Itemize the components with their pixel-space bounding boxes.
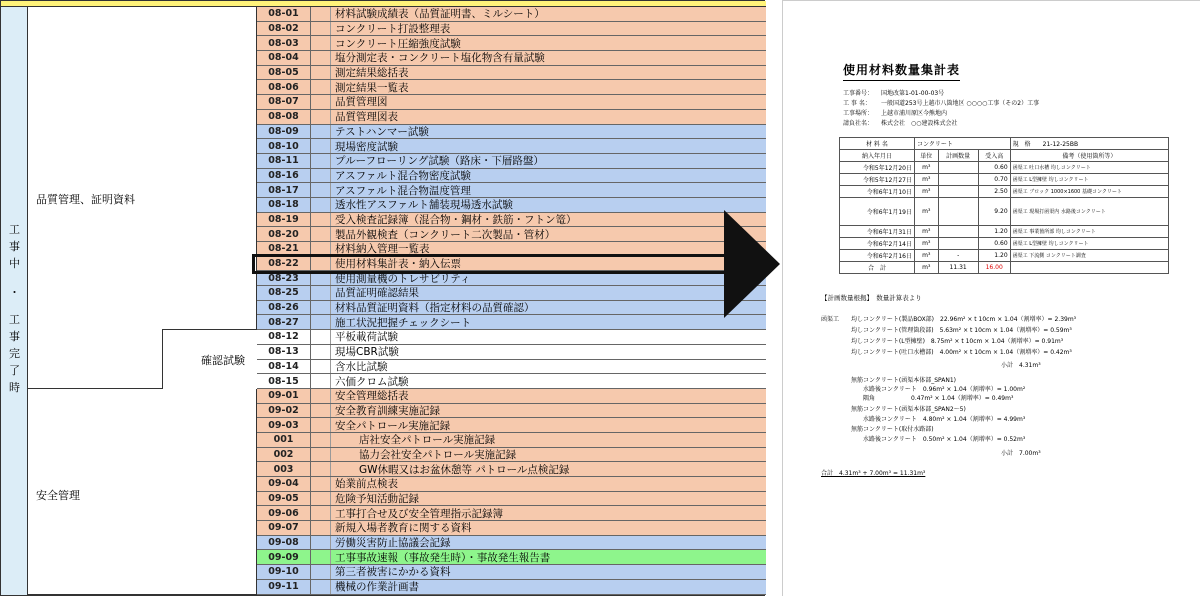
row-code: 08-12 bbox=[257, 330, 311, 344]
meta-value: 国地改第1-01-00-03号 bbox=[881, 90, 945, 97]
calc-line: 均しコンクリート(管理箇段部) 5.63m² × t 10cm × 1.04（割増率）= 0.59m³ bbox=[821, 327, 1072, 334]
entry-plan: - bbox=[938, 250, 978, 262]
row-spacer bbox=[311, 183, 331, 197]
row-spacer bbox=[311, 345, 331, 359]
entry-qty: 0.70 bbox=[978, 174, 1010, 186]
table-row[interactable] bbox=[257, 301, 766, 316]
material-value: コンクリート bbox=[914, 138, 1010, 150]
entry-note: 函渠工 現場打函渠内 水路後コンクリート bbox=[1010, 198, 1168, 226]
table-row[interactable] bbox=[257, 360, 766, 375]
column-header: 納入年月日 bbox=[840, 150, 915, 162]
meta-key: 工事番号： bbox=[843, 90, 874, 97]
row-spacer bbox=[311, 213, 331, 227]
arrow-right-icon bbox=[724, 210, 780, 318]
table-row[interactable] bbox=[257, 550, 766, 565]
row-spacer bbox=[311, 492, 331, 506]
calc-line: 小計 7.00m³ bbox=[821, 450, 1041, 457]
row-code: 08-08 bbox=[257, 110, 311, 124]
category-safety-label: 安全管理 bbox=[36, 489, 80, 502]
calc-line: 無筋コンクリート(函渠本体部_SPAN1) bbox=[821, 377, 957, 384]
phase-char: ・ bbox=[9, 286, 20, 299]
row-code: 001 bbox=[257, 433, 311, 447]
row-title: 平板載荷試験 bbox=[335, 331, 398, 344]
entry-note: 函渠工 L型擁壁 均しコンクリート bbox=[1010, 174, 1168, 186]
entry-note: 函渠工 事業箇所部 均しコンクリート bbox=[1010, 226, 1168, 238]
entry-plan bbox=[938, 174, 978, 186]
row-code: 08-11 bbox=[257, 154, 311, 168]
calc-line: 均しコンクリート(吐口水槽部) 4.00m² × t 10cm × 1.04（割増率）= 0.42m³ bbox=[821, 349, 1072, 356]
row-spacer bbox=[311, 7, 331, 21]
meta-line bbox=[843, 119, 957, 128]
table-row[interactable] bbox=[257, 80, 766, 95]
row-spacer bbox=[311, 506, 331, 520]
table-row[interactable] bbox=[257, 374, 766, 389]
calc-line: 無筋コンクリート(取付水路部) bbox=[821, 426, 934, 433]
row-code: 09-08 bbox=[257, 536, 311, 550]
entry-unit: m³ bbox=[914, 238, 938, 250]
row-code: 09-09 bbox=[257, 550, 311, 564]
highlight-bar bbox=[252, 254, 730, 274]
row-spacer bbox=[311, 286, 331, 300]
doc-row bbox=[840, 238, 1169, 250]
row-code: 08-14 bbox=[257, 360, 311, 374]
phase-char: 中 bbox=[9, 257, 20, 270]
meta-value: 株式会社 ○○建設株式会社 bbox=[881, 120, 958, 127]
row-title: 品質証明確認結果 bbox=[335, 287, 419, 300]
table-row[interactable] bbox=[257, 345, 766, 360]
meta-line bbox=[843, 99, 1039, 108]
row-code: 08-19 bbox=[257, 213, 311, 227]
row-spacer bbox=[311, 139, 331, 153]
table-row[interactable] bbox=[257, 477, 766, 492]
document-preview bbox=[782, 0, 1200, 596]
row-title: 品質管理図表 bbox=[335, 111, 398, 124]
table-row[interactable] bbox=[257, 448, 766, 463]
row-code: 09-06 bbox=[257, 506, 311, 520]
entry-unit: m³ bbox=[914, 250, 938, 262]
doc-row bbox=[840, 186, 1169, 198]
row-spacer bbox=[311, 51, 331, 65]
column-header: 単位 bbox=[914, 150, 938, 162]
row-title: 危険予知活動記録 bbox=[335, 493, 419, 506]
row-code: 08-23 bbox=[257, 271, 311, 285]
row-spacer bbox=[311, 360, 331, 374]
row-spacer bbox=[311, 315, 331, 329]
table-row[interactable] bbox=[257, 154, 766, 169]
row-title: 店社安全パトロール実施記録 bbox=[359, 434, 496, 447]
row-code: 002 bbox=[257, 448, 311, 462]
entry-plan bbox=[938, 186, 978, 198]
row-title: 工事打合せ及び安全管理指示記録簿 bbox=[335, 507, 503, 520]
row-title: 機械の作業計画書 bbox=[335, 581, 419, 594]
row-spacer bbox=[311, 389, 331, 403]
entry-note: 函渠工 吐口水槽 均しコンクリート bbox=[1010, 162, 1168, 174]
row-spacer bbox=[311, 125, 331, 139]
calc-line: 水路後コンクリート 0.50m² × 1.04（割増率）= 0.52m³ bbox=[821, 436, 1026, 443]
row-code: 08-22 bbox=[257, 257, 311, 271]
row-spacer bbox=[311, 550, 331, 564]
row-title: 施工状況把握チェックシート bbox=[335, 316, 472, 329]
row-title: 安全教育訓練実施記録 bbox=[335, 404, 440, 417]
phase-char: 了 bbox=[9, 364, 20, 377]
phase-char: 時 bbox=[9, 381, 20, 394]
calc-line: 均しコンクリート(L型擁壁) 8.75m² × t 10cm × 1.04（割増率）= 0.91m³ bbox=[821, 338, 1064, 345]
meta-value: 上越市浦川原区今熊地内 bbox=[881, 110, 948, 117]
row-title: 品質管理図 bbox=[335, 96, 388, 109]
row-spacer bbox=[311, 22, 331, 36]
entry-unit: m³ bbox=[914, 174, 938, 186]
row-code: 09-10 bbox=[257, 565, 311, 579]
table-row[interactable] bbox=[257, 462, 766, 477]
row-code: 09-04 bbox=[257, 477, 311, 491]
row-spacer bbox=[311, 227, 331, 241]
table-row[interactable] bbox=[257, 36, 766, 51]
table-row[interactable] bbox=[257, 286, 766, 301]
row-title: コンクリート圧縮強度試験 bbox=[335, 37, 461, 50]
entry-date: 令和6年1月31日 bbox=[840, 226, 915, 238]
phase-char: 工 bbox=[9, 223, 20, 236]
row-code: 08-26 bbox=[257, 301, 311, 315]
row-title: 協力会社安全パトロール実施記録 bbox=[359, 448, 517, 461]
entry-unit: m³ bbox=[914, 186, 938, 198]
row-code: 08-18 bbox=[257, 198, 311, 212]
row-title: 測定結果一覧表 bbox=[335, 81, 409, 94]
table-row[interactable] bbox=[257, 315, 766, 330]
row-spacer bbox=[311, 433, 331, 447]
row-spacer bbox=[311, 565, 331, 579]
row-spacer bbox=[311, 154, 331, 168]
table-row[interactable] bbox=[257, 22, 766, 37]
category-quality-cell bbox=[28, 7, 257, 389]
row-code: 09-02 bbox=[257, 404, 311, 418]
entry-date: 令和6年1月10日 bbox=[840, 186, 915, 198]
entry-note: 函渠工 ブロック 1000×1600 基礎コンクリート bbox=[1010, 186, 1168, 198]
entry-qty: 0.60 bbox=[978, 162, 1010, 174]
entry-note: 函渠工 下流側 コンクリート調査 bbox=[1010, 250, 1168, 262]
row-spacer bbox=[311, 330, 331, 344]
row-title: 透水性アスファルト舗装現場透水試験 bbox=[335, 199, 513, 212]
row-list bbox=[257, 7, 766, 595]
entry-date: 令和5年12月20日 bbox=[840, 162, 915, 174]
row-spacer bbox=[311, 521, 331, 535]
entry-qty: 9.20 bbox=[978, 198, 1010, 226]
row-code: 08-27 bbox=[257, 315, 311, 329]
row-code: 09-05 bbox=[257, 492, 311, 506]
table-row[interactable] bbox=[257, 521, 766, 536]
table-row[interactable] bbox=[257, 95, 766, 110]
row-title: 始業前点検表 bbox=[335, 478, 398, 491]
entry-plan bbox=[938, 226, 978, 238]
row-code: 08-13 bbox=[257, 345, 311, 359]
doc-row bbox=[840, 226, 1169, 238]
row-spacer bbox=[311, 536, 331, 550]
row-title: 塩分測定表・コンクリート塩化物含有量試験 bbox=[335, 52, 545, 65]
row-code: 08-03 bbox=[257, 36, 311, 50]
row-title: 材料納入管理一覧表 bbox=[335, 243, 430, 256]
table-row[interactable] bbox=[257, 183, 766, 198]
row-title: 安全パトロール実施記録 bbox=[335, 419, 451, 432]
category-confirm-label: 確認試験 bbox=[201, 354, 245, 367]
row-spacer bbox=[311, 95, 331, 109]
row-spacer bbox=[311, 404, 331, 418]
row-title: 新規入場者教育に関する資料 bbox=[335, 522, 472, 535]
row-code: 08-09 bbox=[257, 125, 311, 139]
entry-qty: 2.50 bbox=[978, 186, 1010, 198]
row-code: 08-21 bbox=[257, 242, 311, 256]
phase-char: 工 bbox=[9, 313, 20, 326]
row-code: 08-25 bbox=[257, 286, 311, 300]
table-row[interactable] bbox=[257, 7, 766, 22]
entry-note: 函渠工 L型擁壁 均しコンクリート bbox=[1010, 238, 1168, 250]
meta-key: 工事場所： bbox=[843, 110, 874, 117]
calc-title: 【計画数量根拠】 数量計算表より bbox=[821, 294, 922, 302]
row-spacer bbox=[311, 477, 331, 491]
row-code: 08-17 bbox=[257, 183, 311, 197]
row-title: アスファルト混合物温度管理 bbox=[335, 184, 471, 197]
entry-date: 令和6年1月19日 bbox=[840, 198, 915, 226]
row-code: 09-07 bbox=[257, 521, 311, 535]
row-code: 08-15 bbox=[257, 374, 311, 388]
doc-row bbox=[840, 198, 1169, 226]
table-row[interactable] bbox=[257, 330, 766, 345]
entry-plan bbox=[938, 162, 978, 174]
phase-char: 事 bbox=[9, 330, 20, 343]
row-spacer bbox=[311, 36, 331, 50]
entry-date: 令和6年2月14日 bbox=[840, 238, 915, 250]
column-header: 計画数量 bbox=[938, 150, 978, 162]
row-code: 09-11 bbox=[257, 580, 311, 594]
calc-line: 合計 4.31m³ + 7.00m³ = 11.31m³ bbox=[821, 470, 926, 477]
entry-date: 令和5年12月27日 bbox=[840, 174, 915, 186]
table-row[interactable] bbox=[257, 418, 766, 433]
row-title: 現場CBR試験 bbox=[335, 346, 399, 359]
entry-plan bbox=[938, 238, 978, 250]
entry-date: 令和6年2月16日 bbox=[840, 250, 915, 262]
table-row[interactable] bbox=[257, 389, 766, 404]
total-qty: 16.00 bbox=[978, 262, 1010, 274]
row-code: 08-04 bbox=[257, 51, 311, 65]
table-row[interactable] bbox=[257, 110, 766, 125]
doc-row bbox=[840, 250, 1169, 262]
calc-line: 小計 4.31m³ bbox=[821, 362, 1041, 369]
row-code: 09-03 bbox=[257, 418, 311, 432]
calc-line: 水路後コンクリート 4.80m² × 1.04（割増率）= 4.99m³ bbox=[821, 416, 1026, 423]
meta-line bbox=[843, 89, 944, 98]
calc-line: 無筋コンクリート(函渠本体部_SPAN2〜5) bbox=[821, 406, 966, 413]
total-note bbox=[1010, 262, 1168, 274]
entry-unit: m³ bbox=[914, 198, 938, 226]
doc-table bbox=[839, 137, 1169, 274]
row-code: 08-02 bbox=[257, 22, 311, 36]
phase-char: 完 bbox=[9, 347, 20, 360]
row-code: 08-20 bbox=[257, 227, 311, 241]
phase-column bbox=[1, 7, 28, 595]
table-row[interactable] bbox=[257, 565, 766, 580]
row-code: 08-05 bbox=[257, 66, 311, 80]
row-spacer bbox=[311, 198, 331, 212]
row-spacer bbox=[311, 80, 331, 94]
entry-qty: 1.20 bbox=[978, 226, 1010, 238]
row-code: 09-01 bbox=[257, 389, 311, 403]
row-title: 工事事故速報（事故発生時）・事故発生報告書 bbox=[335, 551, 551, 564]
row-title: 六価クロム試験 bbox=[335, 375, 409, 388]
column-header: 受入高 bbox=[978, 150, 1010, 162]
total-label: 合 計 bbox=[840, 262, 915, 274]
row-spacer bbox=[311, 110, 331, 124]
row-title: 使用材料集計表・納入伝票 bbox=[335, 258, 461, 271]
entry-qty: 1.20 bbox=[978, 250, 1010, 262]
row-spacer bbox=[311, 418, 331, 432]
table-row[interactable] bbox=[257, 198, 766, 213]
row-title: 第三者被害にかかる資料 bbox=[335, 566, 451, 579]
row-title: 測定結果総括表 bbox=[335, 67, 409, 80]
row-spacer bbox=[311, 66, 331, 80]
spec-value: 規 格 21-12-25BB bbox=[1010, 138, 1168, 150]
row-spacer bbox=[311, 448, 331, 462]
category-safety-cell bbox=[28, 389, 257, 595]
row-title: 製品外観検査（コンクリート二次製品・管材） bbox=[335, 228, 556, 241]
row-title: 労働災害防止協議会記録 bbox=[335, 537, 451, 550]
category-quality-label: 品質管理、証明資料 bbox=[36, 193, 135, 206]
table-row[interactable] bbox=[257, 125, 766, 140]
table-row[interactable] bbox=[257, 580, 766, 595]
doc-title: 使用材料数量集計表 bbox=[843, 61, 960, 81]
total-plan: 11.31 bbox=[938, 262, 978, 274]
row-code: 08-07 bbox=[257, 95, 311, 109]
table-row[interactable] bbox=[257, 536, 766, 551]
column-header: 備考（使用箇所等） bbox=[1010, 150, 1168, 162]
table-row[interactable] bbox=[257, 404, 766, 419]
doc-row bbox=[840, 174, 1169, 186]
row-title: 材料品質証明資料（指定材料の品質確認） bbox=[335, 302, 535, 315]
table-row[interactable] bbox=[257, 492, 766, 507]
row-title: GW休暇又はお盆休憩等 パトロール点検記録 bbox=[359, 463, 570, 476]
table-row[interactable] bbox=[257, 66, 766, 81]
row-code: 08-16 bbox=[257, 169, 311, 183]
row-title: 使用測量機のトレサビリティ bbox=[335, 272, 471, 285]
row-code: 08-06 bbox=[257, 80, 311, 94]
entry-qty: 0.60 bbox=[978, 238, 1010, 250]
meta-key: 請負社名： bbox=[843, 120, 874, 127]
row-spacer bbox=[311, 462, 331, 476]
row-spacer bbox=[311, 301, 331, 315]
meta-line bbox=[843, 109, 947, 118]
calc-line: 隅角 0.47m² × 1.04（割増率）= 0.49m³ bbox=[821, 395, 1014, 402]
row-spacer bbox=[311, 169, 331, 183]
row-title: テストハンマー試験 bbox=[335, 125, 429, 138]
entry-plan bbox=[938, 198, 978, 226]
table-row[interactable] bbox=[257, 433, 766, 448]
row-title: コンクリート打設整理表 bbox=[335, 23, 451, 36]
table-row[interactable] bbox=[257, 139, 766, 154]
table-row[interactable] bbox=[257, 169, 766, 184]
calc-line: 函渠工 均しコンクリート(製品BOX部) 22.96m² × t 10cm × 1.04（割増率）= 2.39m³ bbox=[821, 316, 1077, 323]
row-code: 08-10 bbox=[257, 139, 311, 153]
table-row[interactable] bbox=[257, 51, 766, 66]
row-spacer bbox=[311, 580, 331, 594]
row-title: 受入検査記録簿（混合物・鋼材・鉄筋・フトン篭） bbox=[335, 213, 577, 226]
row-code: 08-01 bbox=[257, 7, 311, 21]
entry-unit: m³ bbox=[914, 226, 938, 238]
row-spacer bbox=[311, 374, 331, 388]
table-row[interactable] bbox=[257, 227, 766, 242]
material-label: 材 料 名 bbox=[840, 138, 915, 150]
table-row[interactable] bbox=[257, 506, 766, 521]
row-title: 材料試験成績表（品質証明書、ミルシート） bbox=[335, 8, 545, 21]
table-row[interactable] bbox=[257, 213, 766, 228]
row-title: 現場密度試験 bbox=[335, 140, 398, 153]
entry-unit: m³ bbox=[914, 162, 938, 174]
doc-row bbox=[840, 162, 1169, 174]
total-unit: m³ bbox=[914, 262, 938, 274]
meta-value: 一般国道253号上越市八箇地区 ○○○○工事（その2）工事 bbox=[881, 100, 1040, 107]
row-title: 安全管理総括表 bbox=[335, 390, 409, 403]
meta-key: 工 事 名： bbox=[843, 100, 871, 107]
row-title: プルーフローリング試験（路床・下層路盤） bbox=[335, 155, 544, 168]
row-title: 含水比試験 bbox=[335, 360, 388, 373]
row-title: アスファルト混合物密度試験 bbox=[335, 169, 471, 182]
calc-line: 水路後コンクリート 0.96m² × 1.04（割増率）= 1.00m² bbox=[821, 386, 1026, 393]
phase-char: 事 bbox=[9, 240, 20, 253]
row-code: 003 bbox=[257, 462, 311, 476]
